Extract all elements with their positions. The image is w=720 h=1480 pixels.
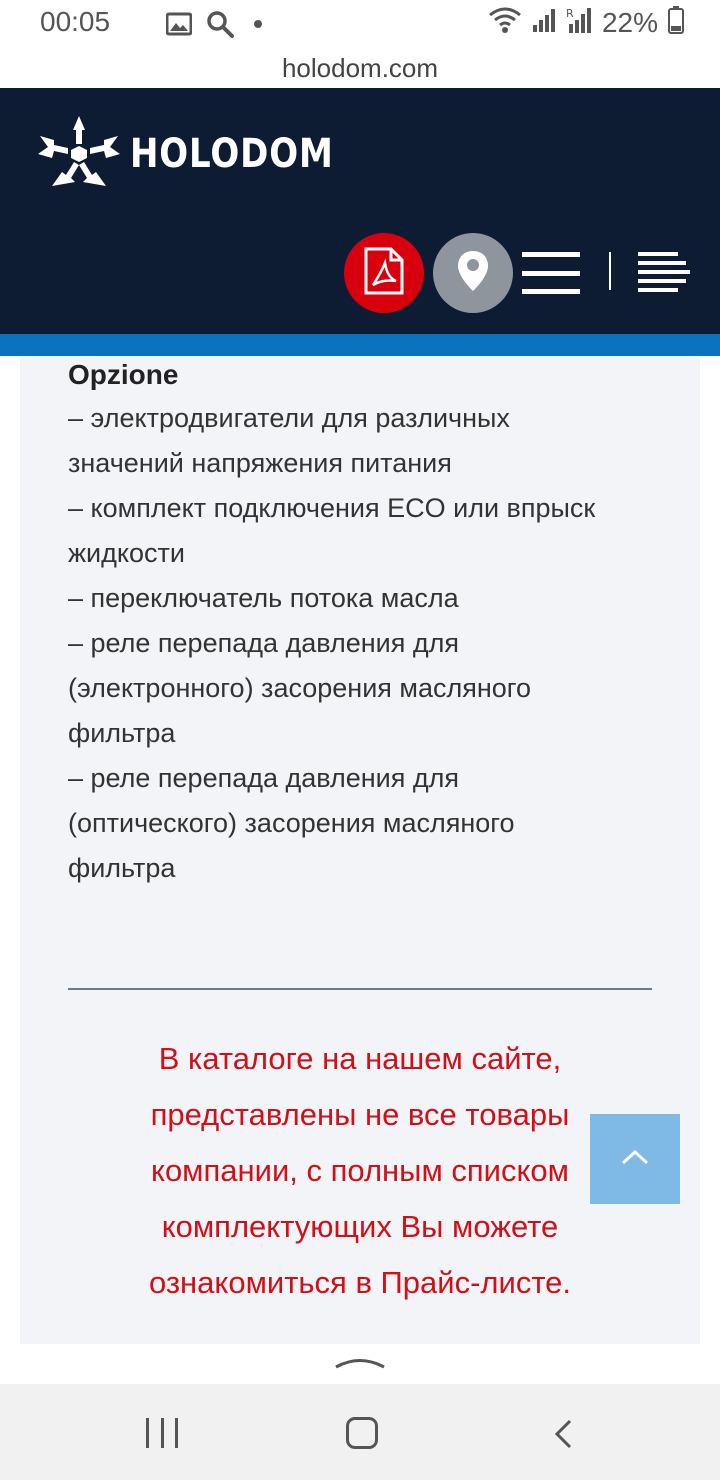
home-button[interactable] xyxy=(346,1417,378,1449)
recents-icon-bar xyxy=(175,1418,178,1448)
header-accent-stripe xyxy=(0,334,720,356)
options-line: (оптического) засорения масляного xyxy=(68,808,515,838)
logo[interactable] xyxy=(38,114,370,193)
search-icon xyxy=(206,10,234,43)
catalog-notice xyxy=(80,1031,640,1311)
chevron-up-handle-icon xyxy=(333,1354,387,1375)
chevron-up-icon xyxy=(620,1148,650,1171)
battery-percent: 22% xyxy=(601,6,658,38)
content-divider xyxy=(68,988,652,990)
options-line: фильтра xyxy=(68,718,176,748)
browser-toolbar-handle[interactable] xyxy=(0,1344,720,1384)
recents-icon-bar xyxy=(161,1418,164,1448)
options-line: фильтра xyxy=(68,853,176,883)
options-line: – электродвигатели для различных xyxy=(68,403,510,433)
dot-icon xyxy=(248,14,268,39)
options-line: жидкости xyxy=(68,538,185,568)
align-button[interactable] xyxy=(638,252,690,292)
menu-button[interactable] xyxy=(522,248,582,298)
location-button[interactable] xyxy=(433,233,513,313)
options-list xyxy=(68,396,668,891)
pdf-icon xyxy=(363,247,405,300)
align-icon-bar xyxy=(638,279,686,283)
options-line: – комплект подключения ECO или впрыск xyxy=(68,493,596,523)
options-line: – реле перепада давления для xyxy=(68,763,460,793)
align-icon-bar xyxy=(638,270,690,274)
pdf-button[interactable] xyxy=(344,233,424,313)
system-navigation-bar xyxy=(0,1384,720,1480)
menu-icon-bar xyxy=(522,252,580,257)
url-bar[interactable] xyxy=(0,48,720,88)
status-time: 00:05 xyxy=(40,6,111,37)
align-icon-bar xyxy=(638,261,686,265)
image-icon xyxy=(166,12,192,41)
signal-icon xyxy=(532,7,556,38)
options-line: (электронного) засорения масляного xyxy=(68,673,532,703)
snowflake-logo-icon xyxy=(38,114,120,193)
battery-icon xyxy=(668,6,684,39)
svg-text:R: R xyxy=(565,7,574,20)
scroll-to-top-button[interactable] xyxy=(590,1114,680,1204)
align-icon-bar xyxy=(638,252,678,256)
menu-icon-bar xyxy=(522,289,580,294)
logo-text: HOLODOM xyxy=(130,130,334,177)
section-title: Opzione xyxy=(68,359,179,390)
options-line: – реле перепада давления для xyxy=(68,628,460,658)
wifi-icon xyxy=(488,6,522,39)
chevron-left-icon xyxy=(552,1437,576,1454)
recents-icon-bar xyxy=(146,1418,149,1448)
recents-button[interactable] xyxy=(146,1418,178,1448)
status-bar xyxy=(0,0,720,48)
url-text[interactable]: holodom.com xyxy=(281,53,439,83)
location-icon xyxy=(456,249,490,298)
notice-line: комплектующих Вы можете xyxy=(161,1209,559,1244)
notice-line: компании, с полным списком xyxy=(151,1153,569,1188)
notice-line: ознакомиться в Прайс-листе. xyxy=(148,1265,572,1300)
back-button[interactable] xyxy=(552,1418,576,1455)
notice-line: представлены не все товары xyxy=(150,1097,570,1132)
signal-r-icon xyxy=(566,6,592,39)
options-line: – переключатель потока масла xyxy=(68,583,459,613)
header-divider xyxy=(609,252,611,290)
menu-icon-bar xyxy=(522,271,580,276)
site-header xyxy=(0,88,720,334)
options-line: значений напряжения питания xyxy=(68,448,452,478)
align-icon-bar xyxy=(638,288,678,292)
notice-line: В каталоге на нашем сайте, xyxy=(158,1041,562,1076)
